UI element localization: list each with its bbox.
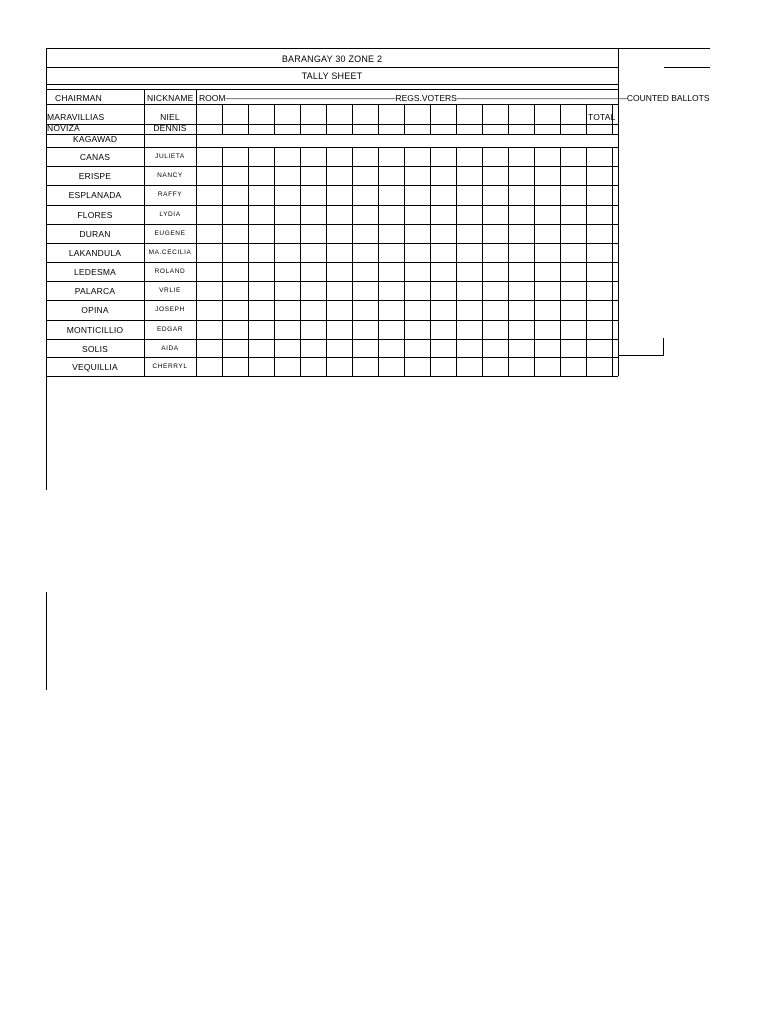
kagawad-name: OPINA bbox=[81, 305, 109, 315]
kagawad-nickname: VRLIE bbox=[159, 287, 181, 294]
kagawad-nickname: EDGAR bbox=[156, 326, 184, 333]
chairman-nickname: NIEL bbox=[160, 112, 180, 122]
kagawad-name: PALARCA bbox=[74, 286, 116, 296]
sheet-subtitle: TALLY SHEET bbox=[301, 71, 363, 81]
kagawad-nickname: AIDA bbox=[161, 345, 179, 352]
kagawad-name: LEDESMA bbox=[73, 267, 117, 277]
kagawad-nickname: NANCY bbox=[157, 172, 183, 179]
kagawad-nickname: CHERRYL bbox=[152, 363, 188, 370]
kagawad-nickname: RAFFY bbox=[157, 191, 183, 198]
kagawad-name: ERISPE bbox=[78, 171, 112, 181]
kagawad-nickname: MA.CECILIA bbox=[148, 249, 192, 256]
kagawad-nickname: JULIETA bbox=[155, 153, 185, 160]
sheet-title: BARANGAY 30 ZONE 2 bbox=[281, 54, 383, 64]
kagawad-name: ESPLANADA bbox=[68, 190, 122, 200]
header-chairman: CHAIRMAN bbox=[55, 93, 102, 103]
kagawad-name: LAKANDULA bbox=[68, 248, 122, 258]
header-total: TOTAL bbox=[588, 112, 616, 122]
chairman-nickname: DENNIS bbox=[153, 123, 187, 133]
kagawad-nickname: ROLAND bbox=[154, 268, 186, 275]
chairman-name: MARAVILLIAS bbox=[47, 112, 105, 122]
kagawad-nickname: JOSEPH bbox=[155, 306, 185, 313]
kagawad-label: KAGAWAD bbox=[73, 134, 118, 144]
chairman-name: NOVIZA bbox=[47, 123, 80, 133]
kagawad-name: CANAS bbox=[79, 152, 111, 162]
kagawad-name: MONTICILLIO bbox=[66, 325, 124, 335]
kagawad-nickname: LYDIA bbox=[159, 211, 181, 218]
kagawad-name: DURAN bbox=[79, 229, 111, 239]
kagawad-nickname: EUGENE bbox=[154, 230, 186, 237]
header-nickname: NICKNAME bbox=[147, 93, 194, 103]
header-room-regs-counted: ROOM————————————————————REGS.VOTERS————————————————————COUNTED BALLOTS bbox=[199, 93, 710, 103]
kagawad-name: FLORES bbox=[77, 210, 113, 220]
kagawad-name: VEQUILLIA bbox=[72, 362, 118, 372]
kagawad-name: SOLIS bbox=[81, 344, 109, 354]
